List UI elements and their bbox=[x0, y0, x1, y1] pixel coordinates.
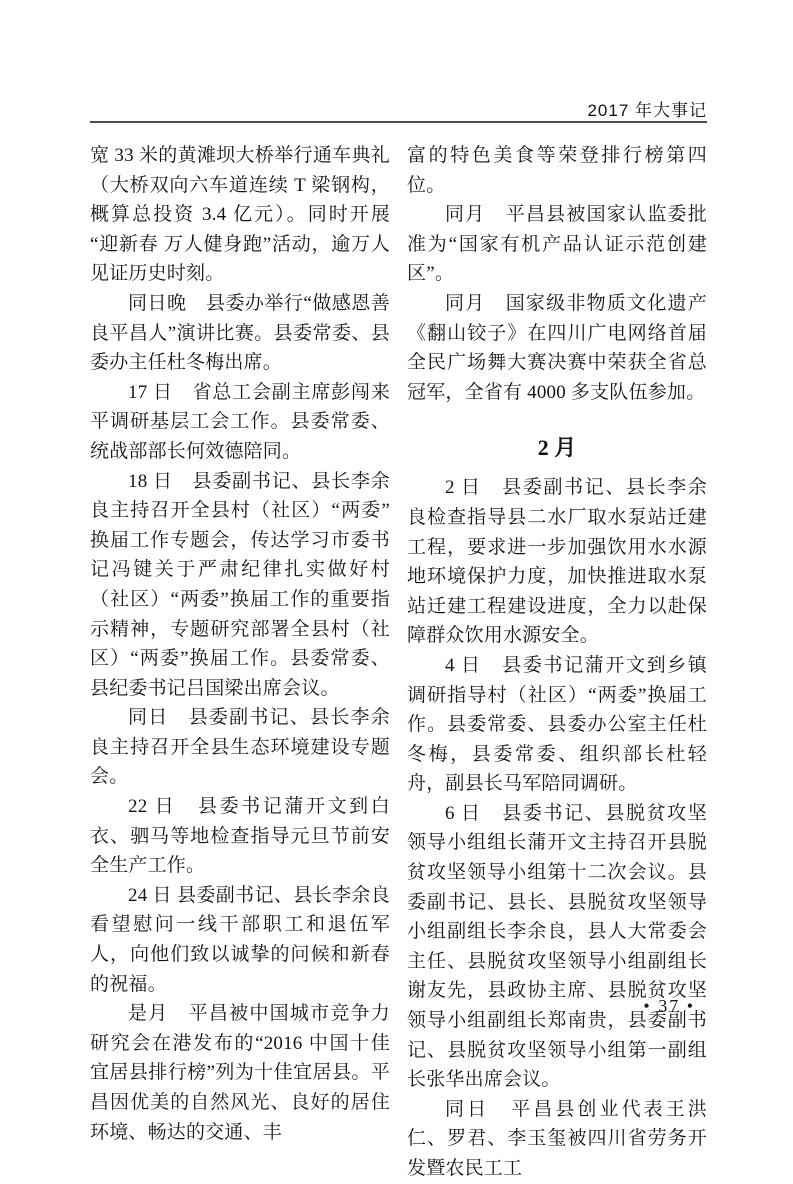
header-rule bbox=[90, 121, 707, 123]
paragraph: 22 日 县委书记蒲开文到白衣、驷马等地检查指导元旦节前安全生产工作。 bbox=[90, 796, 390, 877]
running-header-title: 2017 年大事记 bbox=[587, 101, 707, 120]
paragraph: 同月 平昌县被国家认监委批准为“国家有机产品认证示范创建区”。 bbox=[407, 204, 707, 285]
page-body bbox=[90, 141, 707, 1184]
paragraph: 同日 县委副书记、县长李余良主持召开全县生态环境建设专题会。 bbox=[90, 707, 390, 788]
paragraph: 同日 平昌县创业代表王洪仁、罗君、李玉玺被四川省劳务开发暨农民工工 bbox=[407, 1098, 707, 1179]
column-left bbox=[90, 141, 390, 1184]
paragraph: 同月 国家级非物质文化遗产《翻山铰子》在四川广电网络首届全民广场舞大赛决赛中荣获全省总冠军，全省有 4000 多支队伍参加。 bbox=[407, 292, 707, 403]
paragraph: 4 日 县委书记蒲开文到乡镇调研指导村（社区）“两委”换届工作。县委常委、县委办公室主任杜冬梅，县委常委、组织部长杜轻舟，副县长马军陪同调研。 bbox=[407, 654, 707, 795]
paragraph: 17 日 省总工会副主席彭闯来平调研基层工会工作。县委常委、统战部部长何效德陪同。 bbox=[90, 381, 390, 462]
paragraph: 6 日 县委书记、县脱贫攻坚领导小组组长蒲开文主持召开县脱贫攻坚领导小组第十二次会议。县委副书记、县长、县脱贫攻坚领导小组副组长李余良，县人大常委会主任、县脱贫攻坚领导小组副组长谢友先，县政协主席、县脱贫攻坚领导小组副组长郑南贵，县委副书记、县脱贫攻坚领导小组第一副组长张华出席会议。 bbox=[407, 802, 707, 1091]
paragraph: 是月 平昌被中国城市竞争力研究会在港发布的“2016 中国十佳宜居县排行榜”列为十佳宜居县。平昌因优美的自然风光、良好的居住环境、畅达的交通、丰 bbox=[90, 1003, 390, 1143]
paragraph: 富的特色美食等荣登排行榜第四位。 bbox=[407, 145, 707, 196]
page-number: • 37 • bbox=[643, 996, 695, 1016]
column-right bbox=[407, 141, 707, 1184]
paragraph: 24 日 县委副书记、县长李余良看望慰问一线干部职工和退伍军人，向他们致以诚挚的问候和新春的祝福。 bbox=[90, 884, 390, 995]
month-heading: 2 月 bbox=[537, 435, 577, 461]
paragraph: 宽 33 米的黄滩坝大桥举行通车典礼（大桥双向六车道连续 T 梁钢构，概算总投资 3.4 亿元）。同时开展“迎新春 万人健身跑”活动，逾万人见证历史时刻。 bbox=[90, 145, 390, 285]
paragraph: 2 日 县委副书记、县长李余良检查指导县二水厂取水泵站迁建工程，要求进一步加强饮用水水源地环境保护力度，加快推进取水泵站迁建工程建设进度，全力以赴保障群众饮用水源安全。 bbox=[407, 477, 707, 647]
paragraph: 同日晚 县委办举行“做感恩善良平昌人”演讲比赛。县委常委、县委办主任杜冬梅出席。 bbox=[90, 292, 390, 374]
paragraph: 18 日 县委副书记、县长李余良主持召开全县村（社区）“两委”换届工作专题会，传达学习市委书记冯键关于严肃纪律扎实做好村（社区）“两委”换届工作的重要指示精神，专题研究部署全县村（社区）“两委”换届工作。县委常委、县纪委书记吕国梁出席会议。 bbox=[90, 470, 390, 699]
